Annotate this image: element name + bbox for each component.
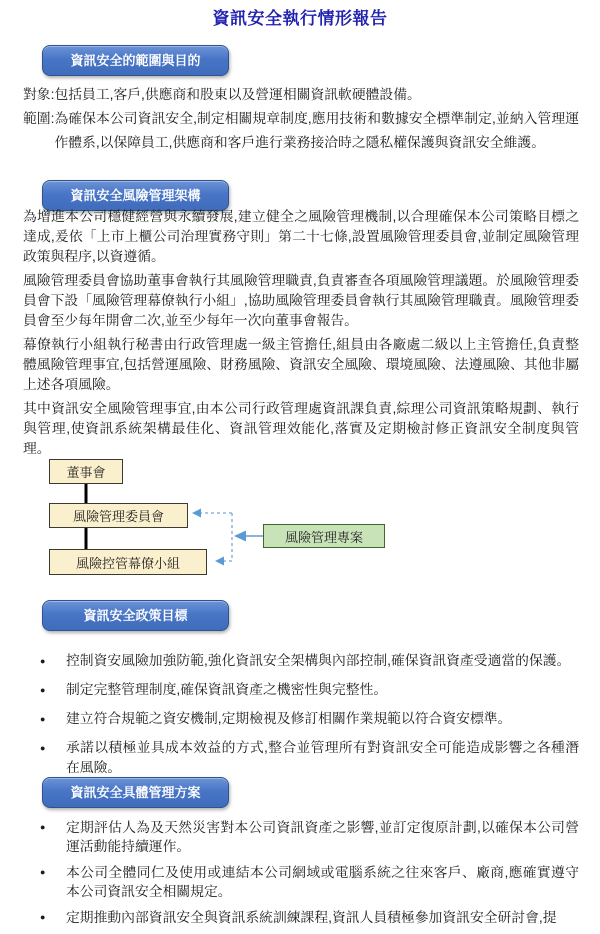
architecture-section	[23, 207, 579, 463]
scope-section	[23, 83, 579, 155]
bullet-text: 制定完整管理制度,確保資訊資產之機密性與完整性。	[66, 682, 388, 697]
org-node-label: 董事會	[66, 465, 106, 480]
policy-bullet-item	[23, 709, 579, 729]
plan-bullet-item	[23, 863, 579, 901]
scope-item-target	[23, 83, 579, 107]
org-node-label: 風險管理委員會	[72, 509, 164, 524]
policy-bullet-item	[23, 651, 579, 671]
scope-item-label: 範圍:	[23, 111, 55, 126]
section-header-plan: 資訊安全具體管理方案	[42, 777, 229, 808]
bullet-dot-icon: ●	[40, 714, 46, 724]
plan-bullet-list	[23, 818, 579, 934]
architecture-paragraph: 其中資訊安全風險管理事宜,由本公司行政管理處資訊課負責,綜理公司資訊策略規劃、執行與管理,使資訊系統架構最佳化、資訊管理效能化,落實及定期檢討修正資訊安全制度與管理。	[23, 401, 579, 456]
org-node-board	[49, 459, 123, 484]
scope-item-range	[23, 107, 579, 155]
bullet-dot-icon: ●	[40, 685, 46, 695]
org-chart	[0, 455, 600, 580]
page-title: 資訊安全執行情形報告	[212, 9, 388, 28]
bullet-dot-icon: ●	[40, 912, 46, 922]
org-node-committee	[49, 503, 188, 528]
bullet-dot-icon: ●	[40, 656, 46, 666]
architecture-paragraph: 幕僚執行小組執行秘書由行政管理處一級主管擔任,組員由各廠處二級以上主管擔任,負責整體風險管理事宜,包括營運風險、財務風險、資訊安全風險、環境風險、法遵風險、其他非屬上述各項風險。	[23, 337, 579, 392]
bullet-dot-icon: ●	[40, 743, 46, 753]
bullet-text: 定期推動內部資訊安全與資訊系統訓練課程,資訊人員積極參加資訊安全研討會,提	[66, 910, 557, 925]
solid-arrow-head-project-icon	[234, 531, 246, 542]
section-header-policy: 資訊安全政策目標	[42, 600, 229, 631]
bullet-text: 建立符合規範之資安機制,定期檢視及修訂相關作業規範以符合資安標準。	[66, 711, 512, 726]
bullet-text: 承諾以積極並具成本效益的方式,整合並管理所有對資訊安全可能造成影響之各種潛在風險。	[66, 740, 579, 775]
scope-item-text: 為確保本公司資訊安全,制定相關規章制度,應用技術和數據安全標準制定,並納入管理運作體系,以保障員工,供應商和客戶進行業務接洽時之隱私權保護與資訊安全維護。	[54, 111, 579, 150]
section-header-architecture: 資訊安全風險管理架構	[42, 180, 229, 211]
org-node-label: 風險管理專案	[284, 529, 363, 545]
org-node-staff	[49, 549, 207, 575]
scope-item-label: 對象:	[23, 87, 55, 102]
architecture-paragraph: 風險管理委員會協助董事會執行其風險管理職責,負責審查各項風險管理議題。於風險管理委員會下設「風險管理幕僚執行小組」,協助風險管理委員會執行其風險管理職責。風險管理委員會至少每年開會二次,並至少每年一次向董事會報告。	[23, 273, 579, 328]
bullet-text: 控制資安風險加強防範,強化資訊安全架構與內部控制,確保資訊資產受適當的保護。	[66, 653, 571, 668]
section-header-scope: 資訊安全的範圍與目的	[42, 45, 229, 76]
dashed-arrow-head-committee-icon	[192, 509, 201, 518]
bullet-text: 本公司全體同仁及使用或連結本公司網域或電腦系統之往來客戶、廠商,應確實遵守本公司資訊安全相關規定。	[66, 865, 579, 899]
scope-item-text: 包括員工,客戶,供應商和股東以及營運相關資訊軟硬體設備。	[54, 87, 421, 102]
bullet-dot-icon: ●	[40, 867, 46, 877]
org-node-project	[263, 524, 385, 548]
bullet-text: 定期評估人為及天然災害對本公司資訊資產之影響,並訂定復原計劃,以確保本公司營運活動能持續運作。	[66, 820, 579, 854]
plan-bullet-item	[23, 818, 579, 856]
policy-bullet-list	[23, 651, 579, 787]
plan-bullet-item	[23, 908, 579, 927]
bullet-dot-icon: ●	[40, 822, 46, 832]
dashed-arrow-head-staff-icon	[215, 557, 224, 566]
org-node-label: 風險控管幕僚小組	[75, 555, 180, 571]
policy-bullet-item	[23, 680, 579, 700]
architecture-paragraph: 為增進本公司穩健經營與永續發展,建立健全之風險管理機制,以合理確保本公司策略目標之達成,爰依「上市上櫃公司治理實務守則」第二十七條,設置風險管理委員會,並制定風險管理政策與程序,以資遵循。	[23, 209, 579, 264]
policy-bullet-item	[23, 738, 579, 778]
